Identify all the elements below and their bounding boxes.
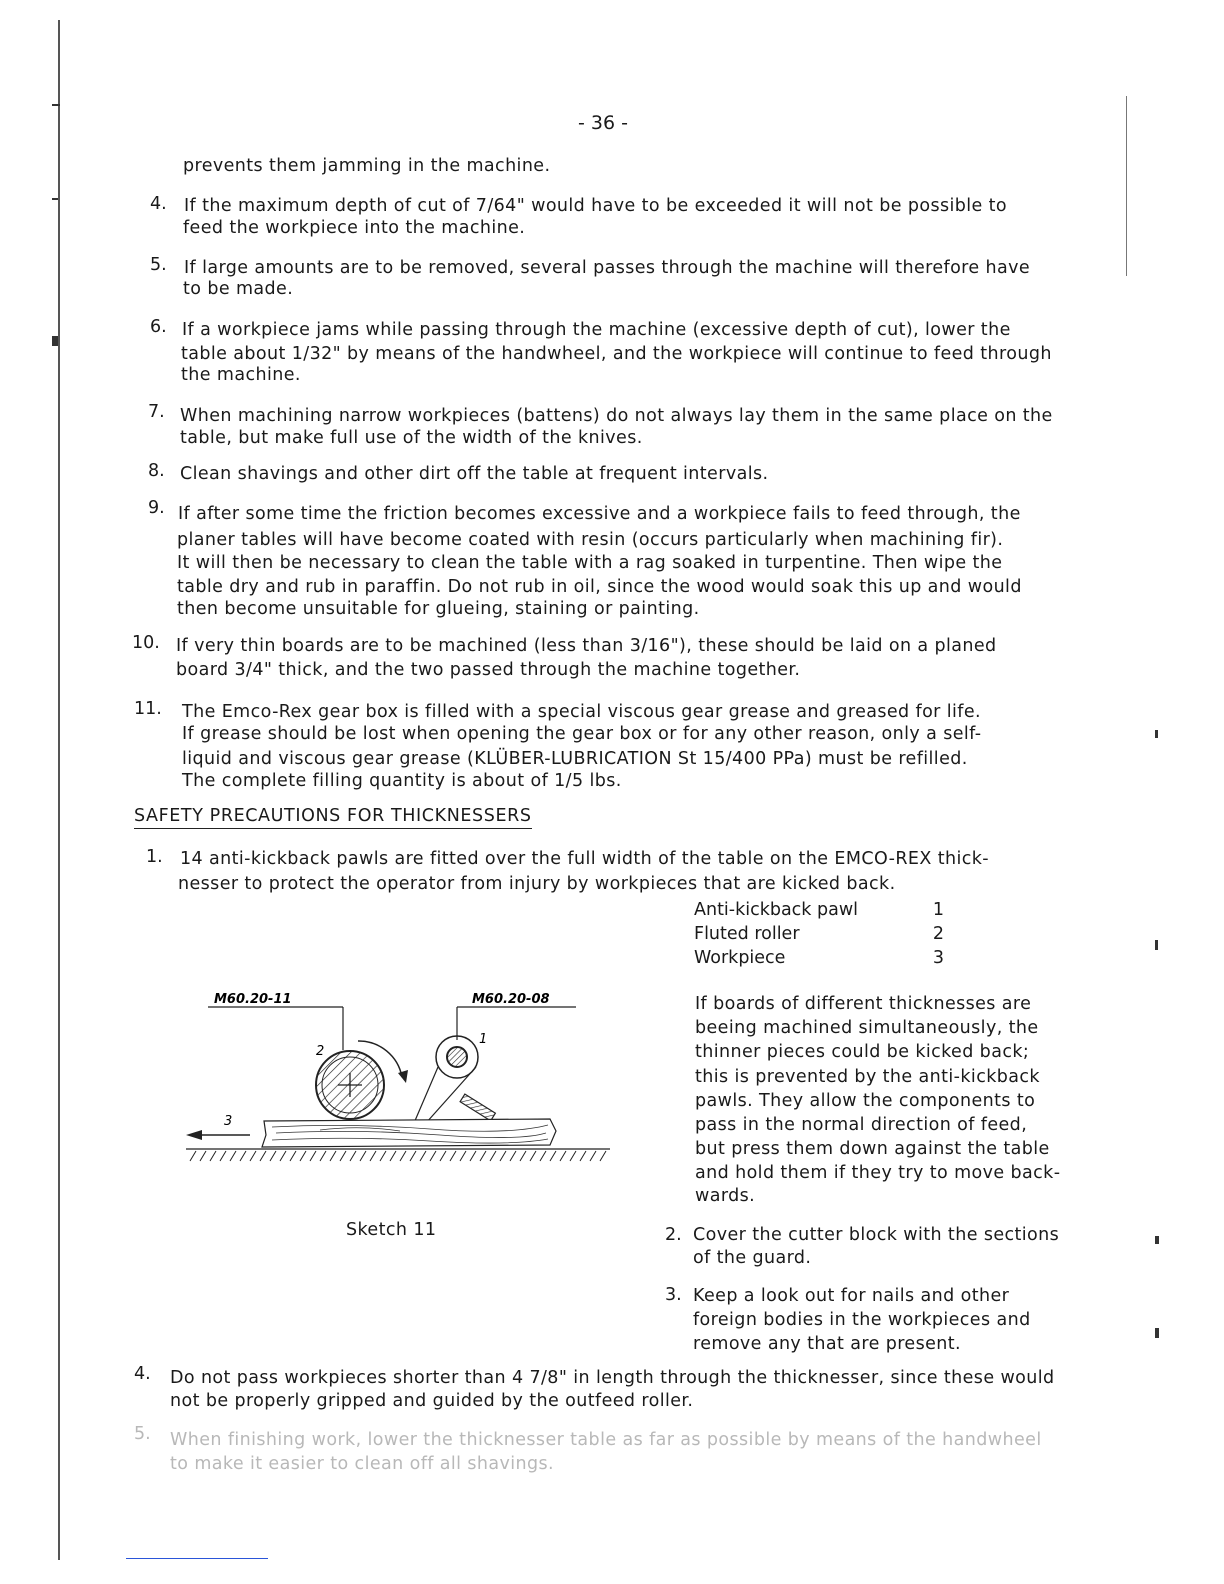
right-edge-mark bbox=[1155, 1328, 1159, 1338]
callout-3: 3 bbox=[224, 1114, 233, 1129]
right-edge-mark bbox=[1155, 1236, 1159, 1244]
left-edge-mark bbox=[52, 198, 58, 200]
right-edge-mark bbox=[1155, 940, 1158, 950]
left-edge-mark bbox=[52, 104, 60, 106]
callout-1: 1 bbox=[479, 1032, 488, 1047]
intro-line: prevents them jamming in the machine. bbox=[183, 156, 551, 176]
sketch-caption: Sketch 11 bbox=[346, 1220, 437, 1240]
left-edge-mark bbox=[52, 336, 58, 346]
pawl-tooth bbox=[460, 1094, 495, 1121]
right-edge-line bbox=[1126, 96, 1127, 276]
legend-row: Fluted roller 2 bbox=[694, 924, 944, 944]
rotation-arrowhead bbox=[398, 1070, 408, 1083]
callout-2: 2 bbox=[316, 1044, 325, 1059]
sketch-label-left: M60.20-11 bbox=[214, 992, 292, 1007]
legend-row: Anti-kickback pawl 1 bbox=[694, 900, 944, 920]
sketch-figure bbox=[180, 985, 620, 1170]
pawl-pivot bbox=[447, 1047, 467, 1067]
safety-heading: SAFETY PRECAUTIONS FOR THICKNESSERS bbox=[134, 806, 532, 829]
page-number: - 36 - bbox=[578, 112, 628, 134]
pawl-arm bbox=[426, 1067, 476, 1123]
document-page: - 36 - prevents them jamming in the machine. 4. If the maximum depth of cut of 7/64" would have to be exceeded it will not be possible to feed the workpiece into the machine. 5. If large amounts are to be removed, several passes through the machine will therefore have to be made. 6. If a workpiece jams while passing through the machine (excessive depth of cut), lower the table about 1/32" by means of the handwheel, and the workpiece will continue to feed through the machine. 7. When machining narrow workpieces (battens) do not always lay them in the same place on the table, but make full use of the width of the knives. 8. Clean shavings and other dirt off the table at frequent intervals. 9. If after some time the friction becomes excessive and a workpiece fails to feed through, the planer tables will have become coated with resin (occurs particularly when machining fir). It will then be necessary to clean the table with a rag soaked in turpentine. Then wipe the table dry and rub in paraffin. Do not rub in oil, since the wood would soak this up and would then become unsuitable for glueing, staining or painting. 10. If very thin boards are to be machined (less than 3/16"), these should be laid on a planed board 3/4" thick, and the two passed through the machine together. 11. The Emco-Rex gear box is filled with a special viscous gear grease and greased for life. If grease should be lost when opening the gear box or for any other reason, only a self- liquid and viscous gear grease (KLÜBER-LUBRICATION St 15/400 PPa) must be refilled. The complete filling quantity is about of 1/5 lbs. SAFETY PRECAUTIONS FOR THICKNESSERS 1. 14 anti-kickback pawls are fitted over the full width of the table on the EMCO-REX thick- nesser to protect the operator from injury by workpieces that are kicked back. Anti-kickback pawl 1 Fluted roller 2 Workpiece 3 M60.20-11 M60.20-08 2 1 3 Sketch 11 If boards of different thicknesses are beeing machined simultaneously, the thinner pieces could be kicked back; this is prevented by the anti-kickback pawls. They allow the components to pass in the normal direction of feed, but press them down against the table and hold them if they try to move back- wards. 2. Cover the cutter block with the sections of the guard. 3. Keep a look out for nails and other foreign bodies in the workpieces and remove any that are present. 4. Do not pass workpieces shorter than 4 7/8" in length through the thicknesser, since these would not be properly gripped and guided by the outfeed roller. 5. When finishing work, lower the thicknesser table as far as possible by means of the handwheel to make it easier to clean off all shavings. bbox=[0, 0, 1224, 1584]
figure-legend bbox=[694, 898, 944, 970]
table-hatching bbox=[190, 1151, 606, 1161]
right-edge-mark bbox=[1155, 730, 1158, 738]
sketch-label-right: M60.20-08 bbox=[472, 992, 550, 1007]
feed-arrowhead bbox=[186, 1130, 202, 1140]
legend-row: Workpiece 3 bbox=[694, 948, 944, 968]
left-edge-line bbox=[58, 20, 60, 1560]
pawl-arm bbox=[414, 1067, 438, 1123]
footer-rule bbox=[126, 1558, 268, 1559]
